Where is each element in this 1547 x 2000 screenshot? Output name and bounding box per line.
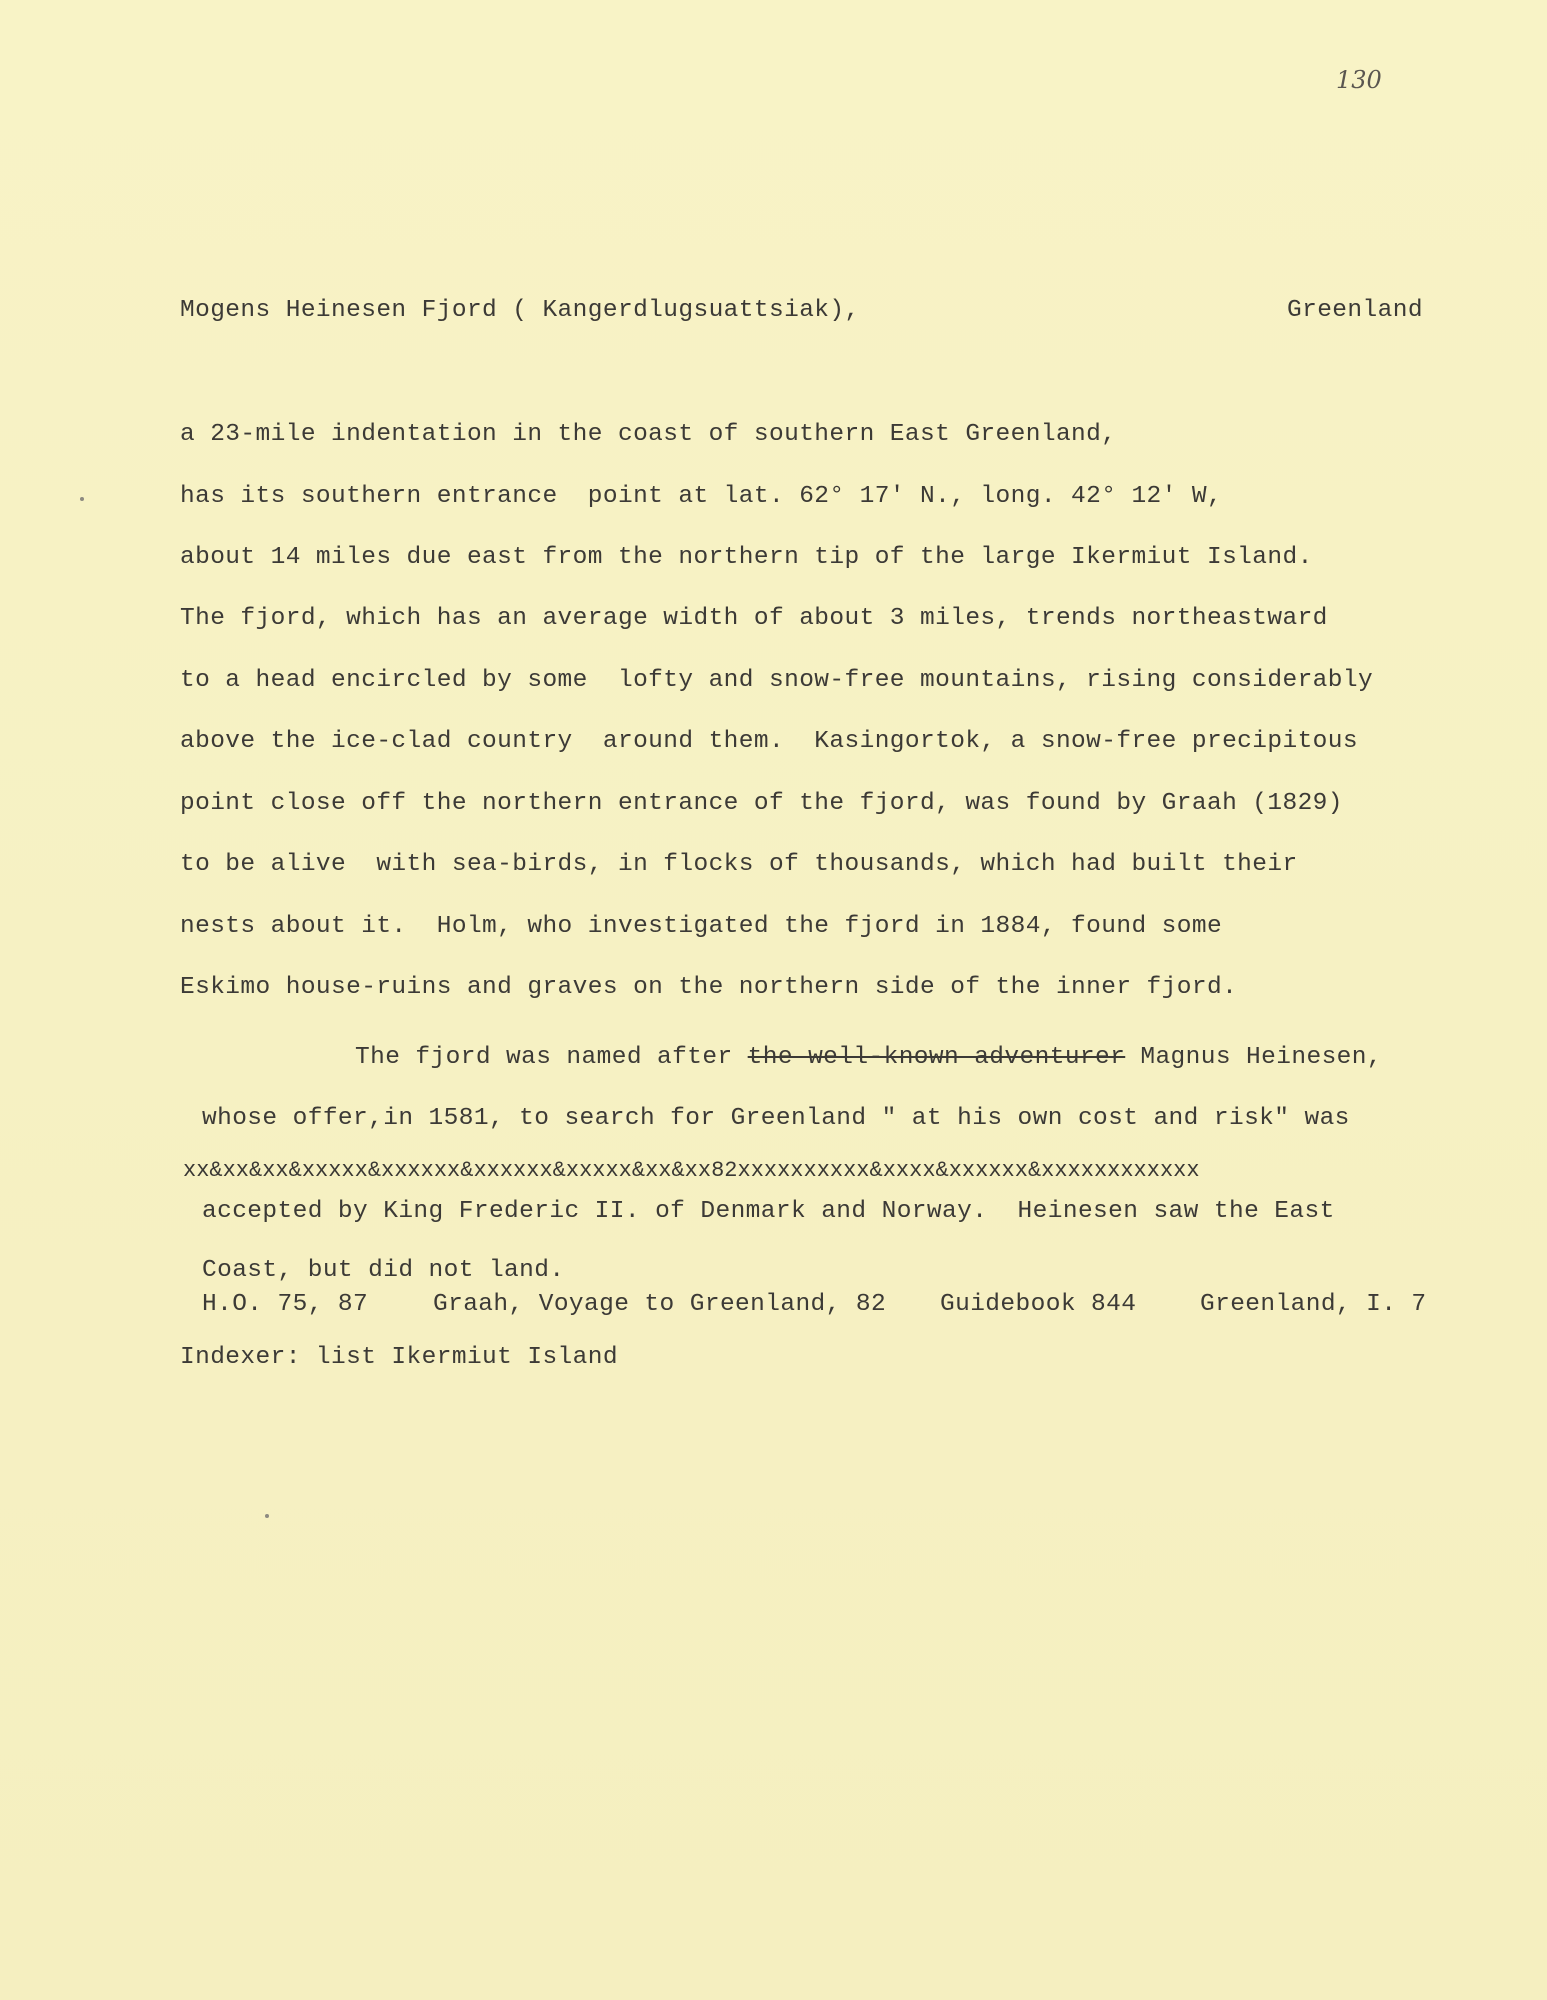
entry-region: Greenland [1287, 297, 1423, 324]
body-line: about 14 miles due east from the northern tip of the large Ikermiut Island. [180, 544, 1313, 571]
page-number: 130 [1336, 66, 1382, 94]
naming-text-start: The fjord was named after [355, 1044, 748, 1071]
body-line: Eskimo house-ruins and graves on the northern side of the inner fjord. [180, 974, 1238, 1001]
body-line: The fjord, which has an average width of about 3 miles, trends northeastward [180, 605, 1328, 632]
naming-text-end: Magnus Heinesen, [1125, 1044, 1382, 1071]
body-line: above the ice-clad country around them. Kasingortok, a snow-free precipitous [180, 728, 1358, 755]
reference-guidebook: Guidebook 844 [940, 1291, 1137, 1318]
naming-line-1 [355, 1043, 1382, 1073]
reference-graah: Graah, Voyage to Greenland, 82 [433, 1291, 887, 1318]
naming-line-2: whose offer,in 1581, to search for Greenland " at his own cost and risk" was [202, 1105, 1350, 1132]
margin-mark [80, 497, 84, 501]
naming-line-4: Coast, but did not land. [202, 1257, 565, 1284]
struck-out-text: the well-known adventurer [747, 1044, 1126, 1071]
body-line: nests about it. Holm, who investigated the fjord in 1884, found some [180, 913, 1223, 940]
reference-ho: H.O. 75, 87 [202, 1291, 369, 1318]
body-line: to be alive with sea-birds, in flocks of thousands, which had built their [180, 851, 1298, 878]
indexer-note: Indexer: list Ikermiut Island [180, 1344, 618, 1371]
body-line: point close off the northern entrance of the fjord, was found by Graah (1829) [180, 790, 1343, 817]
reference-greenland: Greenland, I. 7 [1200, 1291, 1427, 1318]
naming-line-3: accepted by King Frederic II. of Denmark and Norway. Heinesen saw the East [202, 1198, 1335, 1225]
body-line: to a head encircled by some lofty and snow-free mountains, rising considerably [180, 667, 1374, 694]
margin-mark [265, 1514, 269, 1518]
body-line: has its southern entrance point at lat. 62° 17' N., long. 42° 12' W, [180, 483, 1223, 510]
entry-title: Mogens Heinesen Fjord ( Kangerdlugsuattsiak), [180, 297, 860, 324]
body-line: a 23-mile indentation in the coast of southern East Greenland, [180, 421, 1117, 448]
overtyped-deletion-line: xx&xx&xx&xxxxx&xxxxxx&xxxxxx&xxxxx&xx&xx82xxxxxxxxxx&xxxx&xxxxxx&xxxxxxxxxxxx [183, 1158, 1200, 1183]
